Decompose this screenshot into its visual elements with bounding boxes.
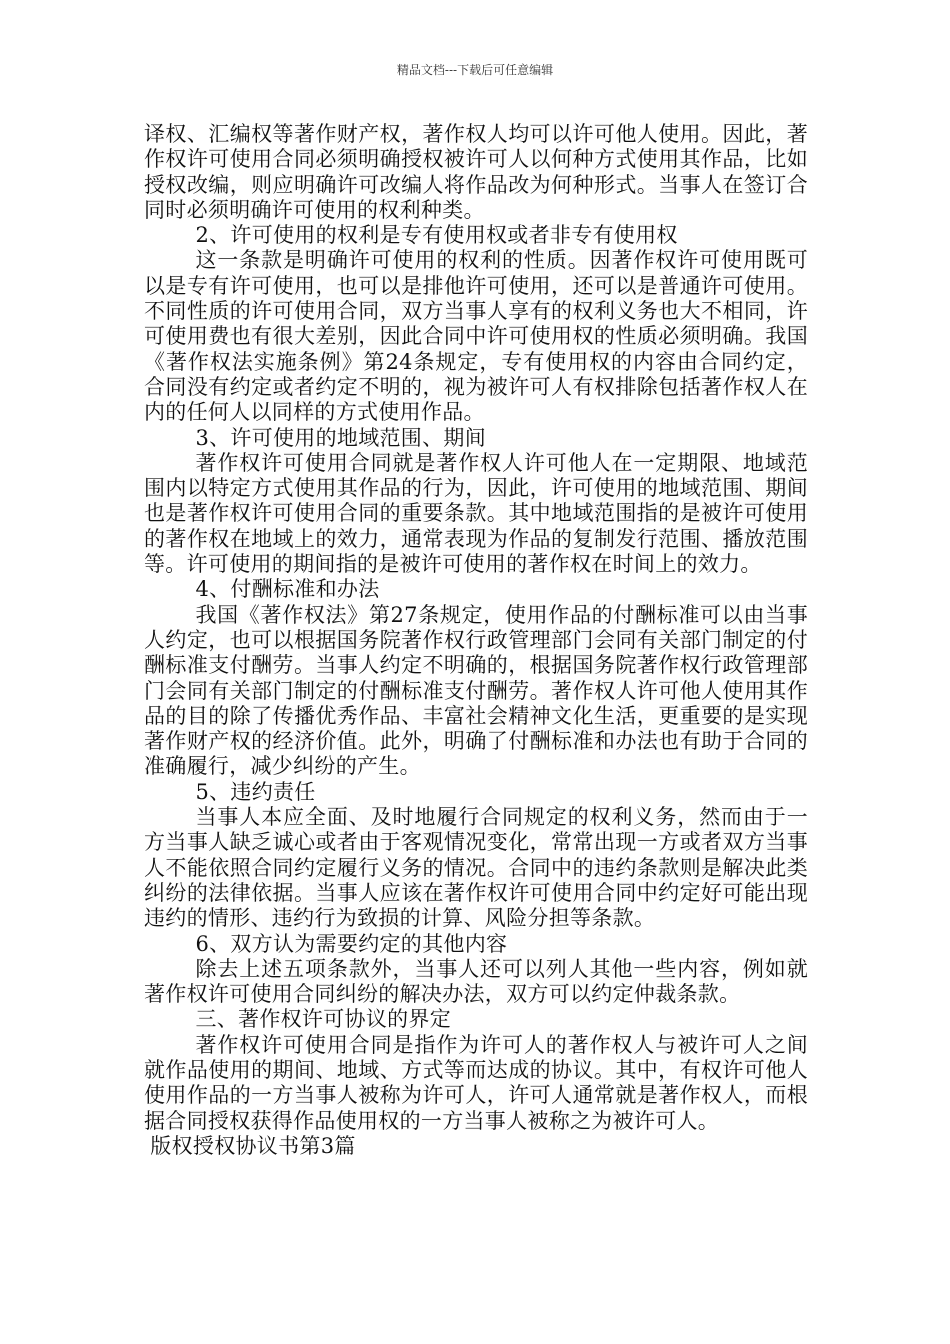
paragraph-clause-5: 当事人本应全面、及时地履行合同规定的权利义务，然而由于一方当事人缺乏诚心或者由于客观情况变化，常常出现一方或者双方当事人不能依照合同约定履行义务的情况。合同中的违约条款则是解决此类纠纷的法律依据。当事人应该在著作权许可使用合同中约定好可能出现违约的情形、违约行为致损的计算、风险分担等条款。 [144, 805, 808, 931]
section-heading-3: 三、著作权许可协议的界定 [195, 1007, 452, 1032]
paragraph-section-3: 著作权许可使用合同是指作为许可人的著作权人与被许可人之间就作品使用的期间、地域、方式等而达成的协议。其中，有权许可他人使用作品的一方当事人被称为许可人，许可人通常就是著作权人，而根据合同授权获得作品使用权的一方当事人被称之为被许可人。 [144, 1032, 808, 1133]
paragraph-body-continued: 译权、汇编权等著作财产权，著作权人均可以许可他人使用。因此，著作权许可使用合同必须明确授权被许可人以何种方式使用其作品，比如授权改编，则应明确许可改编人将作品改为何种形式。当事人在签订合同时必须明确许可使用的权利种类。 [144, 122, 808, 222]
document-body [144, 122, 808, 1159]
clause-heading-4: 4、付酬标准和办法 [195, 577, 380, 602]
paragraph-clause-4: 我国《著作权法》第27条规定，使用作品的付酬标准可以由当事人约定，也可以根据国务院著作权行政管理部门会同有关部门制定的付酬标准支付酬劳。当事人约定不明确的，根据国务院著作权行政管理部门会同有关部门制定的付酬标准支付酬劳。著作权人许可他人使用其作品的目的除了传播优秀作品、丰富社会精神文化生活，更重要的是实现著作财产权的经济价值。此外，明确了付酬标准和办法也有助于合同的准确履行，减少纠纷的产生。 [144, 602, 808, 779]
paragraph-clause-2: 这一条款是明确许可使用的权利的性质。因著作权许可使用既可以是专有许可使用，也可以是排他许可使用，还可以是普通许可使用。不同性质的许可使用合同，双方当事人享有的权利义务也大不相同，许可使用费也有很大差别，因此合同中许可使用权的性质必须明确。我国《著作权法实施条例》第24条规定，专有使用权的内容由合同约定，合同没有约定或者约定不明的，视为被许可人有权排除包括著作权人在内的任何人以同样的方式使用作品。 [144, 248, 808, 425]
paragraph-clause-6: 除去上述五项条款外，当事人还可以列人其他一些内容，例如就著作权许可使用合同纠纷的解决办法，双方可以约定仲裁条款。 [144, 956, 808, 1007]
clause-heading-6: 6、双方认为需要约定的其他内容 [195, 931, 508, 956]
paragraph-clause-3: 著作权许可使用合同就是著作权人许可他人在一定期限、地域范围内以特定方式使用其作品的行为，因此，许可使用的地域范围、期间也是著作权许可使用合同的重要条款。其中地域范围指的是被许可使用的著作权在地域上的效力，通常表现为作品的复制发行范围、播放范围等。许可使用的期间指的是被许可使用的著作权在时间上的效力。 [144, 450, 808, 577]
document-section-title: 版权授权协议书第3篇 [150, 1133, 356, 1158]
clause-heading-5: 5、违约责任 [195, 779, 316, 804]
page-header: 精品文档---下载后可任意编辑 [396, 63, 554, 77]
clause-heading-2: 2、许可使用的权利是专有使用权或者非专有使用权 [195, 223, 678, 248]
clause-heading-3: 3、许可使用的地域范围、期间 [195, 425, 486, 450]
